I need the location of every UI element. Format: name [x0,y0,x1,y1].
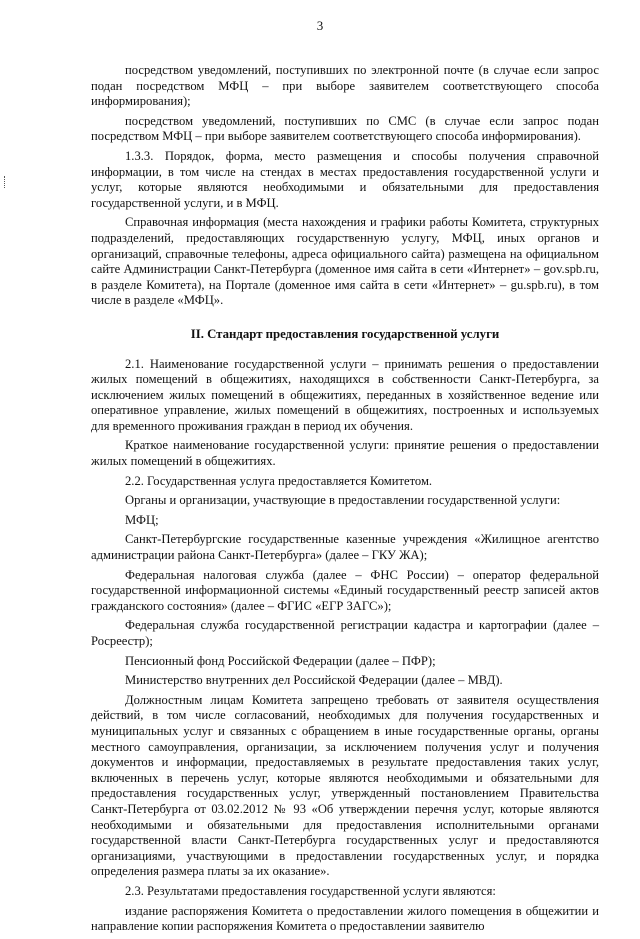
section-heading: II. Стандарт предоставления государственной услуги [190,326,500,341]
paragraph: МФЦ; [125,512,159,527]
paragraph: Пенсионный фонд Российской Федерации (далее – ПФР); [125,653,436,668]
paragraph: Органы и организации, участвующие в предоставлении государственной услуги: [125,493,561,508]
page-number: 3 [316,18,324,33]
paragraph: посредством уведомлений, поступивших по электронной почте (в случае если запрос подан посредством МФЦ – при выборе заявителем соответствующего способа информирования); [91,63,599,109]
paragraph: Федеральная налоговая служба (далее – ФНС России) – оператор федеральной государственной информационной системы «Единый государственный реестр записей актов гражданского состояния» (далее – ФГИС «ЕГР ЗАГС»); [91,567,599,613]
paragraph: Должностным лицам Комитета запрещено требовать от заявителя осуществления действий, в том числе согласований, необходимых для получения государственных и муниципальных услуг и связанных с обращением в иные государственные органы, органы местного самоуправления, организации, за исключением получения услуг и получения документов и информации, предоставляемых в результате предоставления таких услуг, включенных в перечень услуг, которые являются необходимыми и обязательными для предоставления государственных услуг, утвержденный постановлением Правительства Санкт-Петербурга от 03.02.2012 № 93 «Об утверждении перечня услуг, которые являются необходимыми и обязательными для предоставления исполнительными органами государственной власти Санкт-Петербурга государственных услуг и предоставляются организациями, участвующими в предоставлении государственных услуг, и порядка определения размера платы за их оказание». [91,692,599,879]
paragraph: Справочная информация (места нахождения и графики работы Комитета, структурных подразделений, предоставляющих государственную услугу, МФЦ, иных органов и организаций, справочные телефоны, адреса официального сайта) размещена на официальном сайте Администрации Санкт-Петербурга (доменное имя сайта в сети «Интернет» – gov.spb.ru, в разделе Комитета), на Портале (доменное имя сайта в сети «Интернет» – gu.spb.ru), в том числе в разделе «МФЦ». [91,215,599,308]
paragraph: 2.1. Наименование государственной услуги – принимать решения о предоставлении жилых помещений в общежитиях, находящихся в собственности Санкт-Петербурга, за исключением жилых помещений в общежитиях, переданных в хозяйственное ведение или оперативное управление, жилых помещений в общежитиях, построенных и используемых для временного проживания граждан в период их обучения. [91,356,599,433]
margin-mark [4,176,7,188]
paragraph: 2.3. Результатами предоставления государственной услуги являются: [125,883,496,898]
document-body [91,63,599,939]
paragraph: 1.3.3. Порядок, форма, место размещения и способы получения справочной информации, в том числе на стендах в местах предоставления государственной услуги и услуг, которые являются необходимыми и обязательными для предоставления государственной услуги, и в МФЦ. [91,148,599,210]
paragraph: Краткое наименование государственной услуги: принятие решения о предоставлении жилых помещений в общежитиях. [91,438,599,469]
paragraph: Санкт-Петербургские государственные казенные учреждения «Жилищное агентство администрации района Санкт-Петербурга» (далее – ГКУ ЖА); [91,532,599,563]
paragraph: Федеральная служба государственной регистрации кадастра и картографии (далее – Росреестр); [91,618,599,648]
paragraph: 2.2. Государственная услуга предоставляется Комитетом. [125,473,433,488]
paragraph: посредством уведомлений, поступивших по СМС (в случае если запрос подан посредством МФЦ – при выборе заявителем соответствующего способа информирования). [91,113,599,144]
paragraph: издание распоряжения Комитета о предоставлении жилого помещения в общежитии и направление копии распоряжения Комитета о предоставлении заявителю [91,903,599,934]
paragraph: Министерство внутренних дел Российской Федерации (далее – МВД). [125,673,503,688]
